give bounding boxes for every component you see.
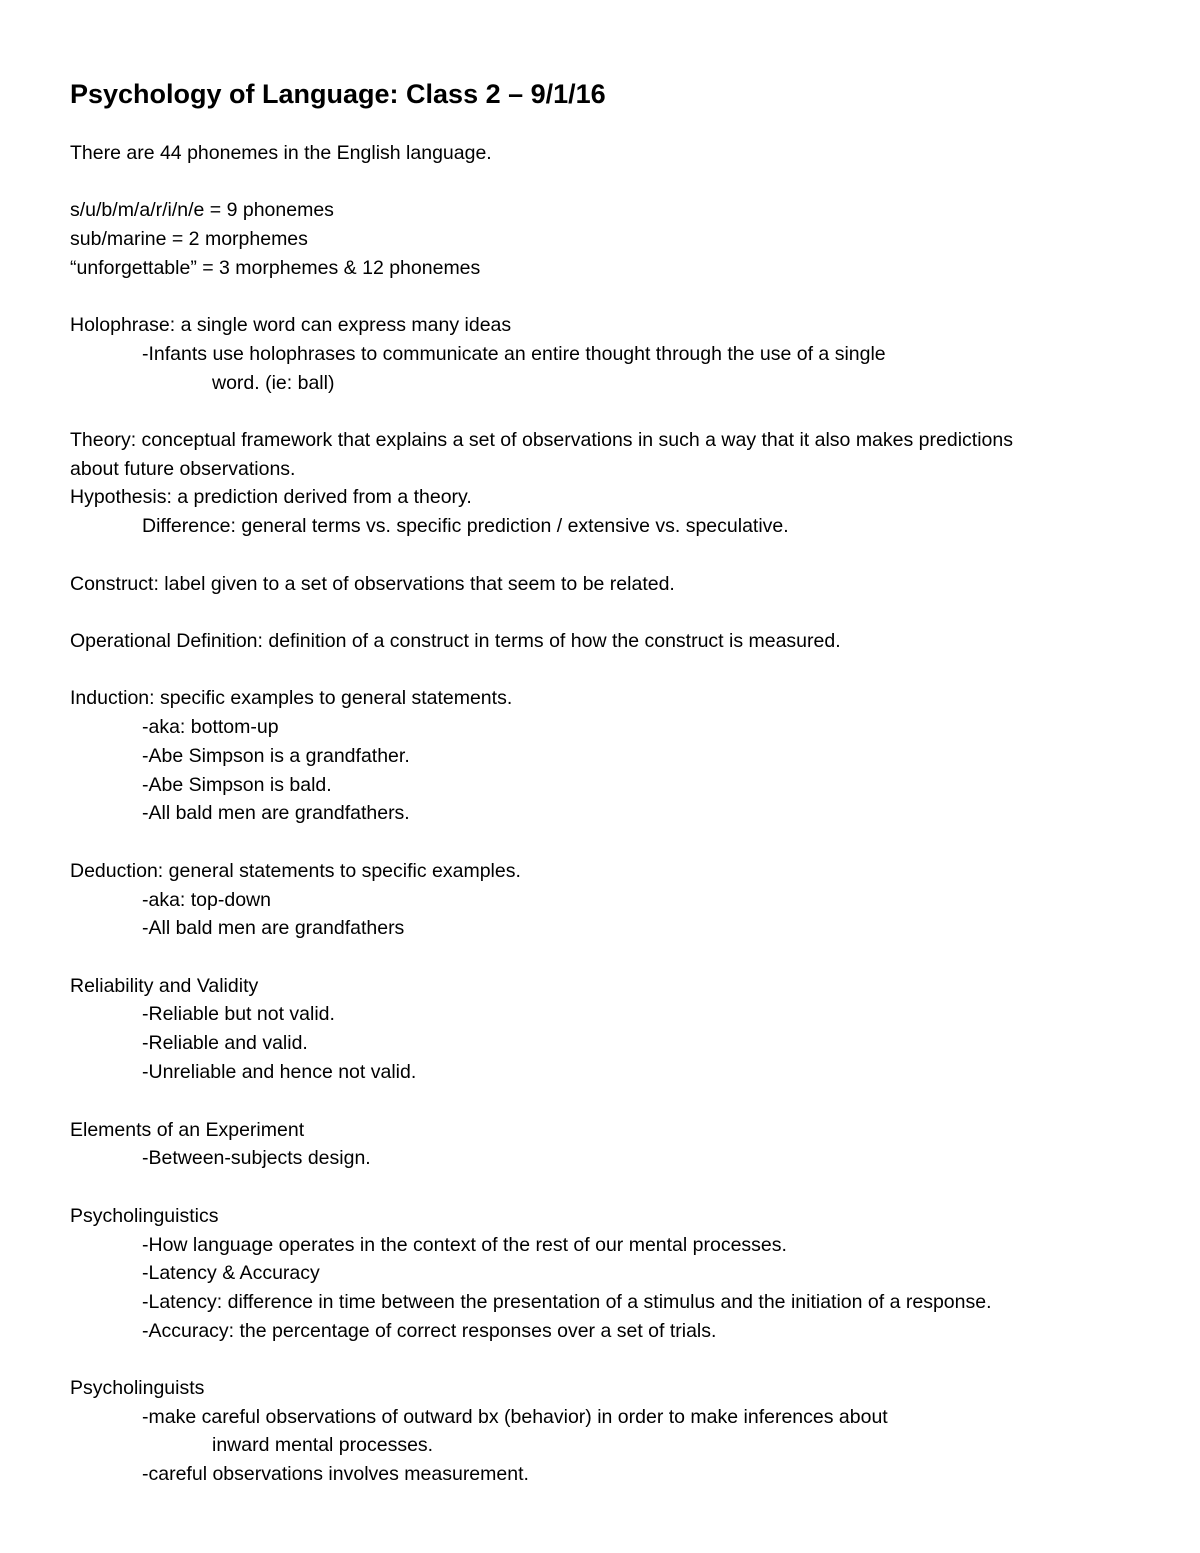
text-line: -careful observations involves measurement. — [142, 1463, 529, 1485]
text-line: Hypothesis: a prediction derived from a theory. — [70, 486, 472, 508]
text-line: Operational Definition: definition of a construct in terms of how the construct is measured. — [70, 630, 841, 652]
text-line: Holophrase: a single word can express many ideas — [70, 314, 512, 336]
text-line: -Infants use holophrases to communicate an entire thought through the use of a single — [142, 343, 886, 365]
text-line: -Abe Simpson is bald. — [142, 774, 332, 796]
text-line: -Unreliable and hence not valid. — [142, 1061, 417, 1083]
text-line: -aka: top-down — [142, 889, 271, 911]
text-line: -Reliable and valid. — [142, 1032, 308, 1054]
text-line: Construct: label given to a set of observations that seem to be related. — [70, 573, 675, 595]
text-line: -Latency: difference in time between the presentation of a stimulus and the initiation of a response. — [142, 1291, 992, 1313]
text-line: There are 44 phonemes in the English language. — [70, 142, 492, 164]
text-line: s/u/b/m/a/r/i/n/e = 9 phonemes — [70, 199, 334, 221]
text-line: sub/marine = 2 morphemes — [70, 228, 308, 250]
text-line: -make careful observations of outward bx (behavior) in order to make inferences about — [142, 1406, 888, 1428]
text-line: Deduction: general statements to specific examples. — [70, 860, 521, 882]
text-line: about future observations. — [70, 458, 296, 480]
text-line: -Accuracy: the percentage of correct responses over a set of trials. — [142, 1320, 717, 1342]
text-line: inward mental processes. — [212, 1434, 434, 1456]
text-line: -Abe Simpson is a grandfather. — [142, 745, 410, 767]
text-line: word. (ie: ball) — [212, 372, 335, 394]
text-line: -How language operates in the context of the rest of our mental processes. — [142, 1234, 787, 1256]
text-line: Psycholinguistics — [70, 1205, 219, 1227]
text-line: -Latency & Accuracy — [142, 1262, 320, 1284]
text-line: Difference: general terms vs. specific prediction / extensive vs. speculative. — [142, 515, 789, 537]
text-line: Elements of an Experiment — [70, 1119, 305, 1141]
text-line: -Reliable but not valid. — [142, 1003, 335, 1025]
page-title: Psychology of Language: Class 2 – 9/1/16 — [70, 79, 606, 109]
text-line: Psycholinguists — [70, 1377, 205, 1399]
text-line: -All bald men are grandfathers — [142, 917, 405, 939]
text-line: -Between-subjects design. — [142, 1147, 371, 1169]
text-line: -All bald men are grandfathers. — [142, 802, 410, 824]
text-line: Induction: specific examples to general statements. — [70, 687, 513, 709]
text-line: -aka: bottom-up — [142, 716, 279, 738]
text-line: “unforgettable” = 3 morphemes & 12 phonemes — [70, 257, 481, 279]
text-line: Reliability and Validity — [70, 975, 259, 997]
text-line: Theory: conceptual framework that explains a set of observations in such a way that it also makes predictions — [70, 429, 1013, 451]
